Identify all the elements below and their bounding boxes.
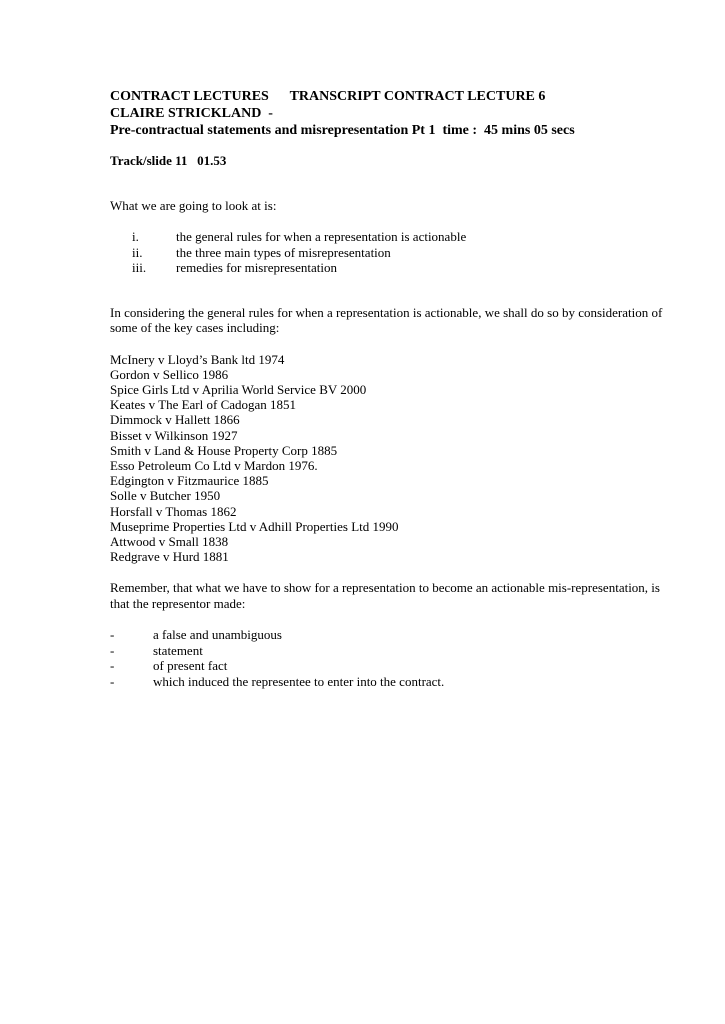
header-line-2: CLAIRE STRICKLAND - [110,106,273,121]
header-line-3: Pre-contractual statements and misrepresentation Pt 1 time : 45 mins 05 secs [110,123,575,138]
case-item: Esso Petroleum Co Ltd v Mardon 1976. [110,457,318,473]
case-item: Solle v Butcher 1950 [110,488,221,504]
list-item-text: statement [153,642,203,658]
list-item-text: which induced the representee to enter into the contract. [153,673,445,689]
list-item [110,674,670,690]
case-item: Museprime Properties Ltd v Adhill Properties Ltd 1990 [110,518,399,534]
list-item-text: remedies for misrepresentation [176,260,337,275]
list-item-dash: - [110,673,115,689]
case-item: Bisset v Wilkinson 1927 [110,427,238,443]
list-item-number: i. [132,229,139,244]
track-slide-label: Track/slide 11 01.53 [110,153,227,168]
case-item: Keates v The Earl of Cadogan 1851 [110,397,297,413]
list-item-text: a false and unambiguous [153,627,282,643]
list-item-text: the general rules for when a representation is actionable [176,229,467,244]
list-item [110,658,670,674]
topic-list [110,229,670,276]
case-item: Gordon v Sellico 1986 [110,366,229,382]
case-item: Spice Girls Ltd v Aprilia World Service BV 2000 [110,381,367,397]
case-item: Attwood v Small 1838 [110,533,229,549]
intro-text: What we are going to look at is: [110,198,277,213]
case-item: Smith v Land & House Property Corp 1885 [110,442,338,458]
list-item-dash: - [110,627,115,643]
case-item: Dimmock v Hallett 1866 [110,412,240,428]
list-item [110,260,670,276]
list-item [110,627,670,643]
list-item-number: iii. [132,260,147,275]
list-item [110,643,670,659]
list-item-text: the three main types of misrepresentation [176,244,391,260]
case-item: Horsfall v Thomas 1862 [110,503,237,519]
paragraph-requirements: Remember, that what we have to show for a representation to become an actionable mis-representation, is that the representor made: [110,580,660,611]
transcript-body [110,88,670,689]
case-item: Edgington v Fitzmaurice 1885 [110,473,269,489]
header-line-1: CONTRACT LECTURES TRANSCRIPT CONTRACT LECTURE 6 [110,89,546,104]
list-item [110,229,670,245]
paragraph-key-cases: In considering the general rules for when a representation is actionable, we shall do so by consideration of some of the key cases including: [110,304,663,335]
list-item-text: of present fact [153,658,228,674]
list-item-dash: - [110,642,115,658]
list-item [110,245,670,261]
list-item-number: ii. [132,244,143,260]
requirements-list [110,627,670,689]
case-list [110,352,670,565]
list-item-dash: - [110,658,115,674]
case-item: McInery v Lloyd’s Bank ltd 1974 [110,351,285,367]
case-item: Redgrave v Hurd 1881 [110,549,229,565]
